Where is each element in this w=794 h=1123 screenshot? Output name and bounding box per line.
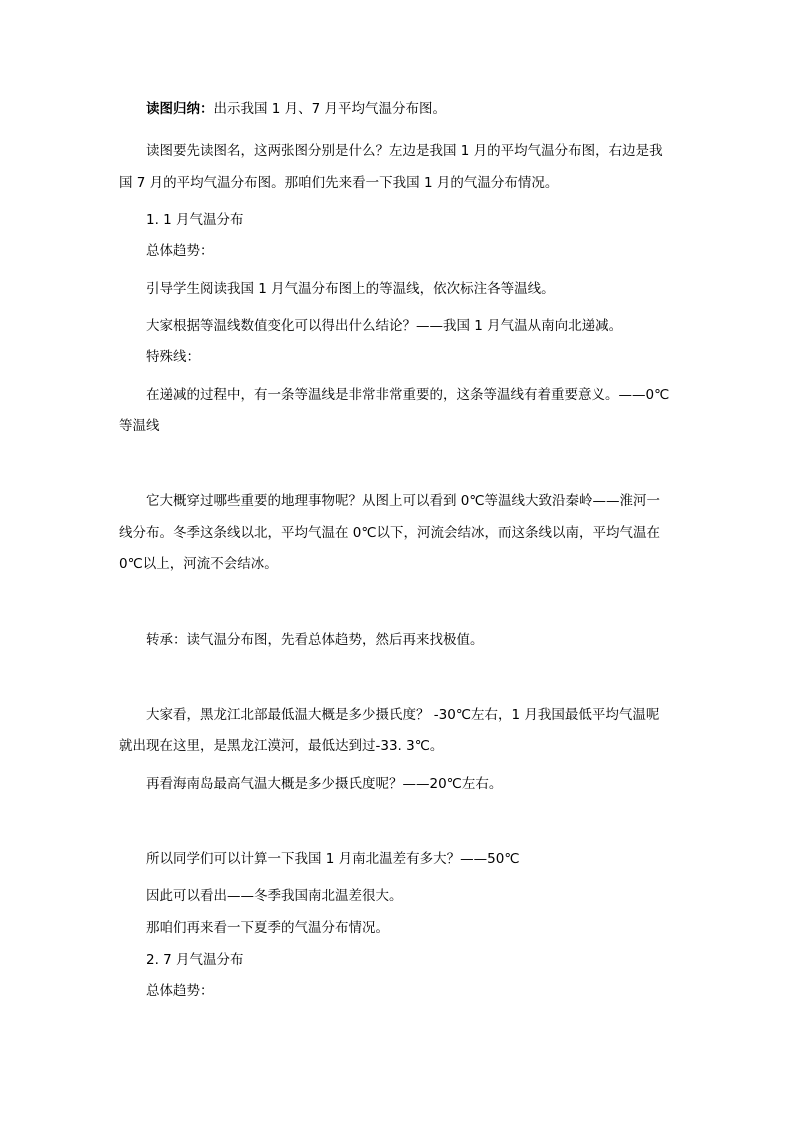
paragraph-line: 再看海南岛最高气温大概是多少摄氏度呢？——20℃左右。 xyxy=(146,776,503,792)
subheading-overall-trend: 总体趋势： xyxy=(146,243,214,259)
paragraph-line: 国 7 月的平均气温分布图。那咱们先来看一下我国 1 月的气温分布情况。 xyxy=(119,175,559,191)
paragraph-line: 转承：读气温分布图，先看总体趋势，然后再来找极值。 xyxy=(146,632,484,648)
paragraph-label: 读图归纳： xyxy=(146,101,214,117)
subheading-special-line: 特殊线： xyxy=(146,349,200,365)
paragraph-line: 大家看，黑龙江北部最低温大概是多少摄氏度？ -30℃左右，1 月我国最低平均气温呢 xyxy=(146,707,660,723)
paragraph-line: 因此可以看出——冬季我国南北温差很大。 xyxy=(146,888,403,904)
paragraph-line: 那咱们再来看一下夏季的气温分布情况。 xyxy=(146,920,389,936)
subheading-overall-trend: 总体趋势： xyxy=(146,983,214,999)
paragraph-text: 出示我国 1 月、7 月平均气温分布图。 xyxy=(213,101,447,117)
paragraph-line: 大家根据等温线数值变化可以得出什么结论？——我国 1 月气温从南向北递减。 xyxy=(146,318,623,334)
paragraph-line: 0℃以上，河流不会结冰。 xyxy=(119,556,278,572)
paragraph-line: 引导学生阅读我国 1 月气温分布图上的等温线，依次标注各等温线。 xyxy=(146,281,555,297)
paragraph-line: 它大概穿过哪些重要的地理事物呢？从图上可以看到 0℃等温线大致沿秦岭——淮河一 xyxy=(146,493,661,509)
paragraph-line: 读图要先读图名，这两张图分别是什么？左边是我国 1 月的平均气温分布图，右边是我 xyxy=(146,143,663,159)
paragraph-line: 等温线 xyxy=(119,418,160,434)
paragraph-line: 所以同学们可以计算一下我国 1 月南北温差有多大？——50℃ xyxy=(146,851,520,867)
section-heading-july: 2. 7 月气温分布 xyxy=(146,952,244,968)
section-heading-january: 1. 1 月气温分布 xyxy=(146,212,244,228)
paragraph-line: 就出现在这里，是黑龙江漠河，最低达到过-33. 3℃。 xyxy=(119,738,444,754)
paragraph-line: 在递减的过程中，有一条等温线是非常非常重要的，这条等温线有着重要意义。——0℃ xyxy=(146,387,670,403)
paragraph-line: 线分布。冬季这条线以北，平均气温在 0℃以下，河流会结冰，而这条线以南，平均气温在 xyxy=(119,525,661,541)
paragraph-read-map-summary xyxy=(146,101,446,117)
